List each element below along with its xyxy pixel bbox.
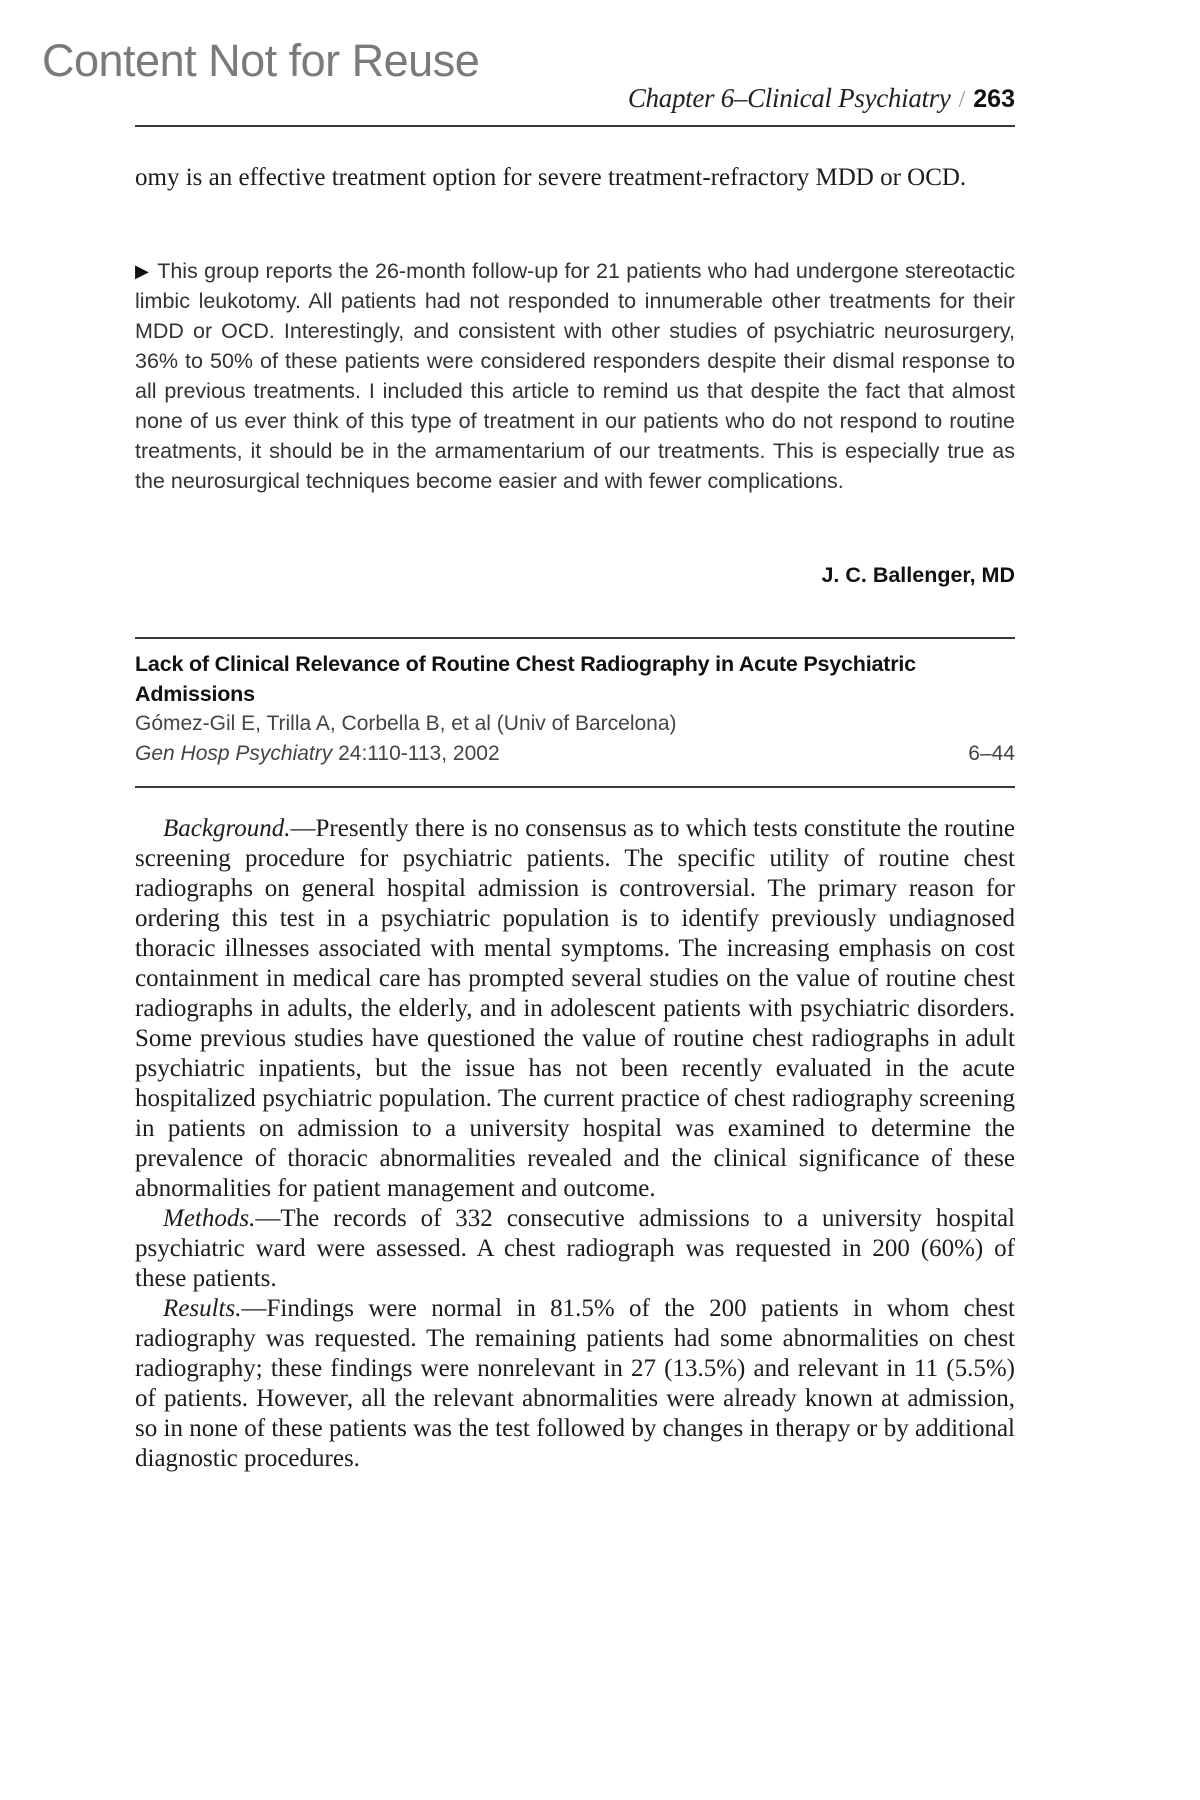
editor-comment xyxy=(135,256,1015,496)
article-bottom-rule xyxy=(135,786,1015,788)
triangle-bullet-icon: ▶ xyxy=(135,261,150,281)
continued-paragraph: omy is an effective treatment option for severe treatment-refractory MDD or OCD. xyxy=(135,164,967,191)
background-label: Background. xyxy=(163,815,291,842)
comment-signature: J. C. Ballenger, MD xyxy=(821,563,1015,587)
article-citation xyxy=(135,739,1015,769)
methods-label: Methods. xyxy=(163,1205,256,1232)
page-number: 263 xyxy=(973,85,1015,113)
results-label: Results. xyxy=(163,1295,242,1322)
methods-paragraph: Methods.—The records of 332 consecutive admissions to a university hospital psychiatric ward were assessed. A chest radiograph was requested in 200 (60%) of these patients. xyxy=(135,1205,1015,1292)
comment-text: This group reports the 26-month follow-up for 21 patients who had undergone stereotactic limbic leukotomy. All patients had not responded to innumerable other treatments for their MDD or OCD. Interestingly, and consistent with other studies of psychiatric neurosurgery, 36% to 50% of these patients were considered responders despite their dismal response to all previous treatments. I included this article to remind us that despite the fact that almost none of us ever think of this type of treatment in our patients who do not respond to routine treatments, it should be in the armamentarium of our treatments. This is especially true as the neurosurgical techniques become easier and with fewer complications. xyxy=(135,259,1015,493)
journal-name: Gen Hosp Psychiatry xyxy=(135,742,333,765)
journal-citation: 24:110-113, 2002 xyxy=(338,742,500,765)
chapter-title: Chapter 6–Clinical Psychiatry xyxy=(627,83,951,113)
article-top-rule xyxy=(135,637,1015,639)
article-abstract xyxy=(135,814,1015,1474)
running-head xyxy=(628,82,1015,116)
watermark: Content Not for Reuse xyxy=(42,35,480,86)
header-rule xyxy=(135,125,1015,127)
background-paragraph: Background.—Presently there is no consensus as to which tests constitute the routine screening procedure for psychiatric patients. The specific utility of routine chest radiographs on general hospital admission is controversial. The primary reason for ordering this test in a psychiatric population is to identify previously undiagnosed thoracic illnesses associated with mental symptoms. The increasing emphasis on cost containment in medical care has prompted several studies on the value of routine chest radiographs in adults, the elderly, and in adolescent patients with psychiatric disorders. Some previous studies have questioned the value of routine chest radiographs in adult psychiatric inpatients, but the issue has not been recently evaluated in the acute hospitalized psychiatric population. The current practice of chest radiography screening in patients on admission to a university hospital was examined to determine the prevalence of thoracic abnormalities revealed and the clinical significance of these abnormalities for patient management and outcome. xyxy=(135,815,1015,1202)
article-header xyxy=(135,649,1015,769)
article-authors: Gómez-Gil E, Trilla A, Corbella B, et al (Univ of Barcelona) xyxy=(135,712,677,735)
reference-number: 6–44 xyxy=(968,742,1015,765)
results-paragraph: Results.—Findings were normal in 81.5% of the 200 patients in whom chest radiography was requested. The remaining patients had some abnormalities on chest radiography; these findings were nonrelevant in 27 (13.5%) and relevant in 11 (5.5%) of patients. However, all the relevant abnormalities were already known at admission, so in none of these patients was the test followed by changes in therapy or by additional diagnostic procedures. xyxy=(135,1295,1015,1472)
header-separator: / xyxy=(958,87,966,113)
article-title: Lack of Clinical Relevance of Routine Chest Radiography in Acute Psychiatric Admissions xyxy=(135,652,916,706)
